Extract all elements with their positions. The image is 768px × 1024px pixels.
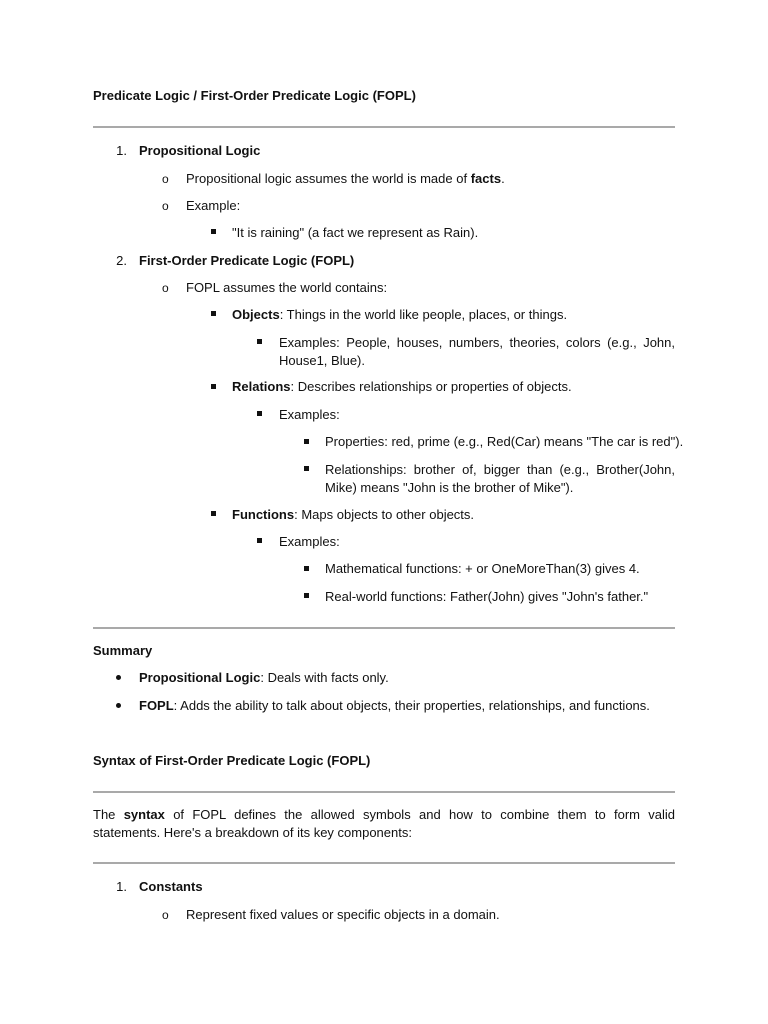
horizontal-rule xyxy=(93,627,675,629)
square-bullet-icon xyxy=(211,384,216,389)
list-item: Objects: Things in the world like people, places, or things. xyxy=(232,307,568,322)
square-bullet-icon xyxy=(257,339,262,344)
list-item: Examples: xyxy=(279,534,340,549)
bullet-dot-icon xyxy=(116,675,121,680)
horizontal-rule xyxy=(93,791,675,793)
list-item: Examples: xyxy=(279,407,340,422)
section-heading-constants: Constants xyxy=(139,879,203,894)
document-title: Predicate Logic / First-Order Predicate Logic (FOPL) xyxy=(93,88,416,103)
list-item: Propositional logic assumes the world is made of facts. xyxy=(186,171,505,186)
square-bullet-icon xyxy=(304,566,309,571)
list-item: Functions: Maps objects to other objects. xyxy=(232,507,475,522)
circle-bullet-icon: o xyxy=(162,172,169,186)
bullet-dot-icon xyxy=(116,703,121,708)
horizontal-rule xyxy=(93,126,675,128)
list-item: Real-world functions: Father(John) gives "John's father." xyxy=(325,589,649,604)
circle-bullet-icon: o xyxy=(162,281,169,295)
section-heading-fopl: First-Order Predicate Logic (FOPL) xyxy=(139,253,355,268)
circle-bullet-icon: o xyxy=(162,908,169,922)
horizontal-rule xyxy=(93,862,675,864)
square-bullet-icon xyxy=(304,439,309,444)
list-item: Examples: People, houses, numbers, theories, colors (e.g., John, House1, Blue). xyxy=(279,335,675,368)
square-bullet-icon xyxy=(304,593,309,598)
summary-heading: Summary xyxy=(93,643,153,658)
square-bullet-icon xyxy=(211,511,216,516)
square-bullet-icon xyxy=(211,311,216,316)
list-number: 1. xyxy=(116,143,127,158)
list-number: 2. xyxy=(116,253,127,268)
list-item: "It is raining" (a fact we represent as Rain). xyxy=(232,225,479,240)
syntax-heading: Syntax of First-Order Predicate Logic (FOPL) xyxy=(93,753,371,768)
square-bullet-icon xyxy=(257,411,262,416)
list-item: FOPL: Adds the ability to talk about objects, their properties, relationships, and functions. xyxy=(139,698,650,713)
list-item: Example: xyxy=(186,198,241,213)
list-item: FOPL assumes the world contains: xyxy=(186,280,388,295)
list-item: Propositional Logic: Deals with facts only. xyxy=(139,670,389,685)
paragraph: The syntax of FOPL defines the allowed symbols and how to combine them to form valid statements. Here's a breakdown of its key components: xyxy=(93,807,675,840)
list-item: Represent fixed values or specific objects in a domain. xyxy=(186,907,500,922)
list-item: Properties: red, prime (e.g., Red(Car) means "The car is red"). xyxy=(325,434,684,449)
circle-bullet-icon: o xyxy=(162,199,169,213)
list-item: Mathematical functions: + or OneMoreThan(3) gives 4. xyxy=(325,561,640,576)
list-item: Relationships: brother of, bigger than (e.g., Brother(John, Mike) means "John is the brother of Mike"). xyxy=(325,462,675,495)
square-bullet-icon xyxy=(211,229,216,234)
list-number: 1. xyxy=(116,879,127,894)
square-bullet-icon xyxy=(257,538,262,543)
section-heading-propositional-logic: Propositional Logic xyxy=(139,143,261,158)
square-bullet-icon xyxy=(304,466,309,471)
list-item: Relations: Describes relationships or properties of objects. xyxy=(232,379,572,394)
